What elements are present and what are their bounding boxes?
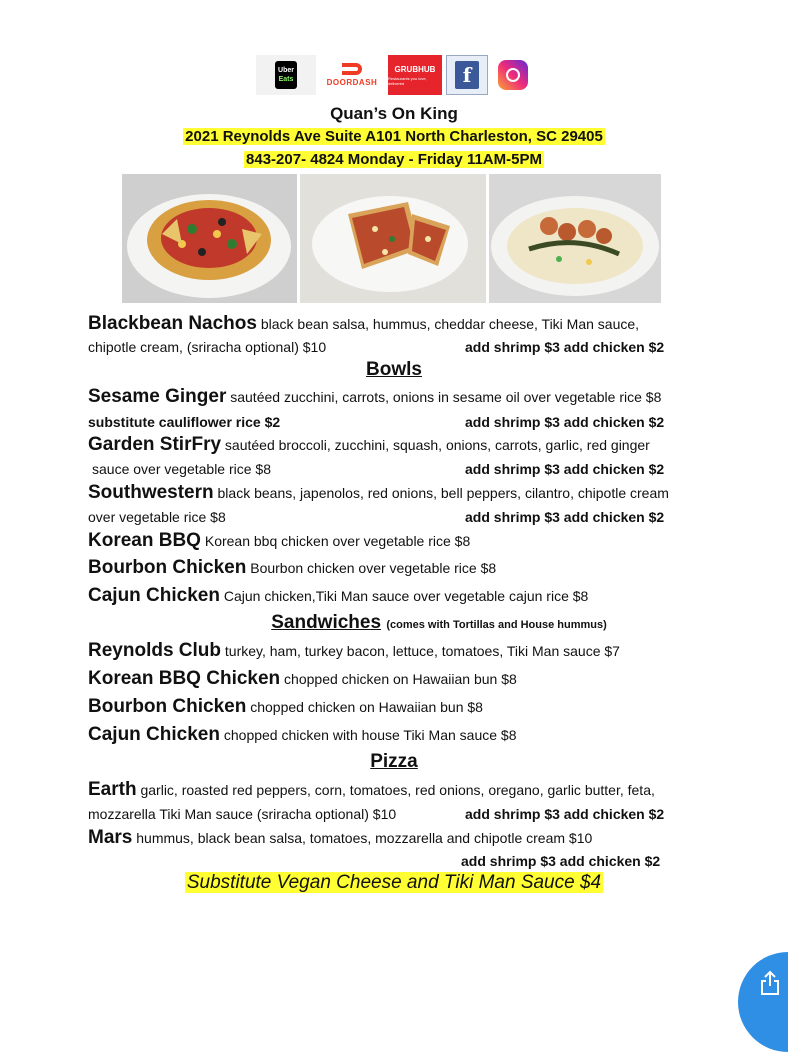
item-name: Bourbon Chicken bbox=[88, 696, 247, 717]
menu-item-earth-line2: mozzarella Tiki Man sauce (sriracha optional) $10 bbox=[88, 806, 397, 822]
menu-item-cajun-chicken-sandwich bbox=[88, 724, 517, 746]
substitute-cauliflower: substitute cauliflower rice $2 bbox=[88, 414, 281, 430]
menu-item-korean-bbq-chicken bbox=[88, 668, 517, 690]
eats-logo-text: Eats bbox=[278, 76, 294, 83]
menu-item-nachos bbox=[88, 313, 639, 335]
item-name: Earth bbox=[88, 779, 137, 800]
menu-item-garden-stirfry bbox=[88, 434, 650, 456]
share-button[interactable] bbox=[738, 952, 788, 1052]
item-name: Sesame Ginger bbox=[88, 386, 227, 407]
menu-item-reynolds-club bbox=[88, 640, 620, 662]
address-line bbox=[0, 128, 788, 146]
facebook-icon: f bbox=[455, 61, 479, 89]
item-description: sautéed broccoli, zucchini, squash, onions, carrots, garlic, red ginger bbox=[221, 437, 650, 453]
grubhub-logo-text: GRUBHUB bbox=[394, 64, 436, 74]
item-name: Korean BBQ bbox=[88, 530, 201, 551]
item-description: turkey, ham, turkey bacon, lettuce, tomatoes, Tiki Man sauce $7 bbox=[221, 643, 620, 659]
menu-item-southwestern bbox=[88, 482, 669, 504]
grubhub-logo-tagline: Restaurants you love, delivered bbox=[388, 75, 427, 86]
bowls-heading-text: Bowls bbox=[366, 359, 422, 380]
item-description: hummus, black bean salsa, tomatoes, mozzarella and chipotle cream $10 bbox=[132, 830, 593, 846]
sandwiches-note: (comes with Tortillas and House hummus) bbox=[386, 619, 607, 631]
food-photos bbox=[122, 174, 661, 303]
facebook-logo bbox=[446, 55, 488, 95]
menu-item-nachos-line2: chipotle cream, (sriracha optional) $10 bbox=[88, 339, 327, 355]
item-name: Mars bbox=[88, 827, 133, 848]
doordash-icon bbox=[342, 63, 362, 75]
item-name: Garden StirFry bbox=[88, 434, 222, 455]
doordash-logo bbox=[320, 55, 384, 95]
uber-logo-text: Uber bbox=[278, 67, 294, 74]
address-text: 2021 Reynolds Ave Suite A101 North Charleston, SC 29405 bbox=[185, 128, 603, 145]
item-description: Cajun chicken,Tiki Man sauce over vegetable cajun rice $8 bbox=[219, 588, 589, 604]
item-description: chopped chicken on Hawaiian bun $8 bbox=[280, 671, 517, 687]
menu-item-earth bbox=[88, 779, 655, 801]
item-name: Bourbon Chicken bbox=[88, 557, 247, 578]
item-name: Cajun Chicken bbox=[88, 585, 220, 606]
add-ons-earth: add shrimp $3 add chicken $2 bbox=[465, 806, 665, 822]
item-description: chopped chicken on Hawaiian bun $8 bbox=[246, 699, 483, 715]
item-description: black beans, japenolos, red onions, bell peppers, cilantro, chipotle cream bbox=[213, 485, 669, 501]
phone-hours-line bbox=[0, 151, 788, 169]
item-description: sautéed zucchini, carrots, onions in sesame oil over vegetable rice $8 bbox=[226, 389, 662, 405]
add-ons-nachos: add shrimp $3 add chicken $2 bbox=[465, 339, 665, 355]
instagram-logo bbox=[492, 55, 534, 95]
sandwiches-heading-text: Sandwiches bbox=[271, 612, 382, 633]
item-description: chopped chicken with house Tiki Man sauce $8 bbox=[219, 727, 517, 743]
delivery-logos bbox=[256, 55, 534, 95]
shrimp-bowl-photo bbox=[489, 174, 661, 303]
item-description: garlic, roasted red peppers, corn, tomatoes, red onions, oregano, garlic butter, feta, bbox=[136, 782, 655, 798]
share-icon bbox=[758, 970, 782, 996]
add-ons-sesame: add shrimp $3 add chicken $2 bbox=[465, 414, 665, 430]
item-name: Reynolds Club bbox=[88, 640, 222, 661]
add-ons-mars: add shrimp $3 add chicken $2 bbox=[461, 853, 661, 869]
grubhub-logo bbox=[388, 55, 442, 95]
menu-item-korean-bbq bbox=[88, 530, 470, 552]
section-heading-sandwiches bbox=[45, 612, 788, 634]
pizza-photo bbox=[300, 174, 486, 303]
menu-item-bourbon-chicken-sandwich bbox=[88, 696, 483, 718]
section-heading-pizza bbox=[0, 751, 788, 773]
item-name: Cajun Chicken bbox=[88, 724, 220, 745]
menu-item-cajun-chicken-bowl bbox=[88, 585, 588, 607]
instagram-icon bbox=[498, 60, 528, 90]
menu-item-garden-line2: sauce over vegetable rice $8 bbox=[92, 461, 271, 477]
menu-item-mars bbox=[88, 827, 592, 849]
item-description: black bean salsa, hummus, cheddar cheese, Tiki Man sauce, bbox=[256, 316, 640, 332]
add-ons-southwestern: add shrimp $3 add chicken $2 bbox=[465, 509, 665, 525]
pizza-heading-text: Pizza bbox=[370, 751, 418, 772]
menu-item-sesame-ginger bbox=[88, 386, 661, 408]
item-description: Korean bbq chicken over vegetable rice $8 bbox=[200, 533, 471, 549]
item-name: Blackbean Nachos bbox=[88, 313, 257, 334]
doordash-logo-text: DOORDASH bbox=[326, 78, 378, 87]
add-ons-garden: add shrimp $3 add chicken $2 bbox=[465, 461, 665, 477]
item-name: Korean BBQ Chicken bbox=[88, 668, 281, 689]
item-description: Bourbon chicken over vegetable rice $8 bbox=[246, 560, 497, 576]
item-name: Southwestern bbox=[88, 482, 214, 503]
nachos-photo bbox=[122, 174, 297, 303]
menu-item-bourbon-chicken-bowl bbox=[88, 557, 496, 579]
restaurant-name: Quan’s On King bbox=[330, 104, 458, 123]
phone-hours-text: 843-207- 4824 Monday - Friday 11AM-5PM bbox=[246, 151, 542, 168]
uber-eats-logo bbox=[256, 55, 316, 95]
menu-item-southwestern-line2: over vegetable rice $8 bbox=[88, 509, 226, 525]
vegan-note-text: Substitute Vegan Cheese and Tiki Man Sauce $4 bbox=[186, 872, 602, 893]
vegan-note bbox=[0, 872, 788, 894]
section-heading-bowls bbox=[0, 359, 788, 381]
